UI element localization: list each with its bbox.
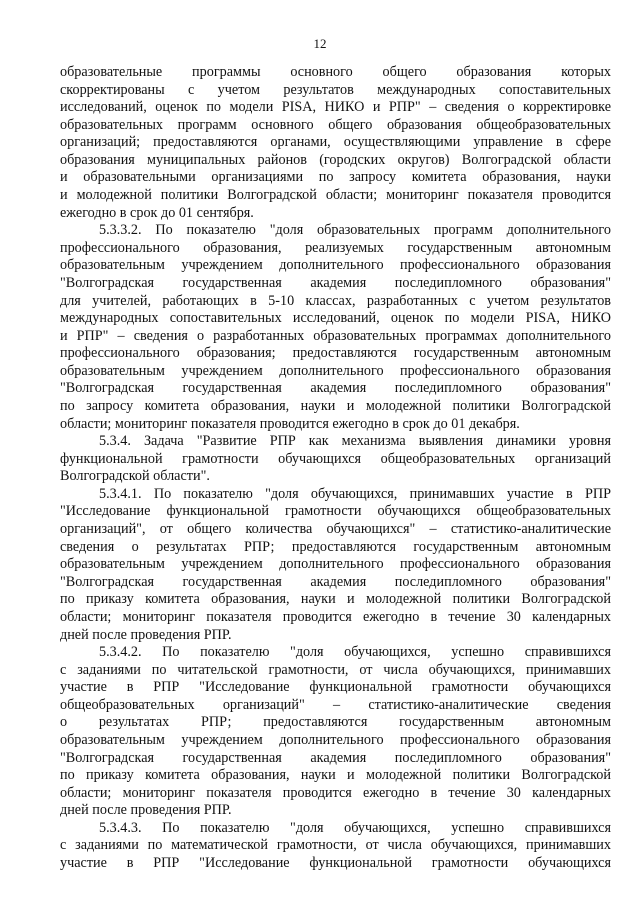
text-line: и образовательными организациями по запросу комитета образования, науки xyxy=(60,169,611,186)
text-line: 5.3.4.1. По показателю "доля обучающихся, принимавших участие в РПР xyxy=(99,485,611,502)
text-line: скорректированы с учетом результатов международных сопоставительных xyxy=(60,81,611,98)
body-text xyxy=(60,64,611,873)
text-line: образовательных программ основного общего образования общеобразовательных xyxy=(60,116,611,133)
text-line: профессионального образования, реализуемых государственным автономным xyxy=(60,239,611,256)
text-line: "Волгоградская государственная академия последипломного образования" xyxy=(60,380,611,397)
text-line: 5.3.4.3. По показателю "доля обучающихся, успешно справившихся xyxy=(99,819,611,836)
text-line: организаций", от общего количества обучающихся" – статистико-аналитические xyxy=(60,521,611,538)
text-line: образовательным учреждением дополнительного профессионального образования xyxy=(60,257,611,274)
text-line: профессионального образования; предоставляются государственным автономным xyxy=(60,345,611,362)
text-line: с заданиями по математической грамотности, от числа обучающихся, принимавших xyxy=(60,837,611,854)
text-line: по приказу комитета образования, науки и молодежной политики Волгоградской xyxy=(60,767,611,784)
text-line: "Волгоградская государственная академия последипломного образования" xyxy=(60,749,611,766)
text-line: образовательные программы основного общего образования которых xyxy=(60,64,611,80)
text-line: образовательным учреждением дополнительного профессионального образования xyxy=(60,731,611,748)
text-line: с заданиями по читательской грамотности, от числа обучающихся, принимавших xyxy=(60,661,611,678)
text-line: и молодежной политики Волгоградской области; мониторинг показателя проводится xyxy=(60,187,611,204)
text-line: исследований, оценок по модели PISA, НИКО и РПР" – сведения о корректировке xyxy=(60,99,611,116)
text-line: ежегодно в срок до 01 сентября. xyxy=(60,204,254,221)
text-line: "Волгоградская государственная академия последипломного образования" xyxy=(60,274,611,291)
text-line: образования муниципальных районов (городских округов) Волгоградской области xyxy=(60,151,611,168)
text-line: "Волгоградская государственная академия последипломного образования" xyxy=(60,573,611,590)
text-line: 5.3.4. Задача "Развитие РПР как механизма выявления динамики уровня xyxy=(99,433,611,450)
text-line: о результатах РПР; предоставляются государственным автономным xyxy=(60,714,611,731)
text-line: дней после проведения РПР. xyxy=(60,626,232,643)
text-line: дней после проведения РПР. xyxy=(60,802,232,819)
text-line: участие в РПР "Исследование функциональной грамотности обучающихся xyxy=(60,855,611,872)
text-line: 5.3.4.2. По показателю "доля обучающихся, успешно справившихся xyxy=(99,644,611,661)
text-line: функциональной грамотности обучающихся общеобразовательных организаций xyxy=(60,450,611,467)
text-line: Волгоградской области". xyxy=(60,468,210,485)
text-line: общеобразовательных организаций" – статистико-аналитические сведения xyxy=(60,696,611,713)
text-line: области; мониторинг показателя проводится ежегодно в течение 30 календарных xyxy=(60,608,611,625)
text-line: образовательным учреждением дополнительного профессионального образования xyxy=(60,362,611,379)
text-line: по запросу комитета образования, науки и молодежной политики Волгоградской xyxy=(60,397,611,414)
text-line: 5.3.3.2. По показателю "доля образовательных программ дополнительного xyxy=(99,222,611,239)
text-line: области; мониторинг показателя проводится ежегодно в срок до 01 декабря. xyxy=(60,415,520,432)
text-line: и РПР" – сведения о разработанных образовательных программах дополнительного xyxy=(60,327,611,344)
text-line: для учителей, работающих в 5-10 классах, разработанных с учетом результатов xyxy=(60,292,611,309)
text-line: сведения о результатах РПР; предоставляются государственным автономным xyxy=(60,538,611,555)
text-line: международных сопоставительных исследований, оценок по модели PISA, НИКО xyxy=(60,310,611,327)
text-line: образовательным учреждением дополнительного профессионального образования xyxy=(60,556,611,573)
page-number: 12 xyxy=(313,36,327,51)
text-line: области; мониторинг показателя проводится ежегодно в течение 30 календарных xyxy=(60,784,611,801)
text-line: организаций; предоставляются органами, осуществляющими управление в сфере xyxy=(60,134,611,151)
text-line: участие в РПР "Исследование функциональной грамотности обучающихся xyxy=(60,679,611,696)
text-line: по приказу комитета образования, науки и молодежной политики Волгоградской xyxy=(60,591,611,608)
text-line: "Исследование функциональной грамотности обучающихся общеобразовательных xyxy=(60,503,611,520)
